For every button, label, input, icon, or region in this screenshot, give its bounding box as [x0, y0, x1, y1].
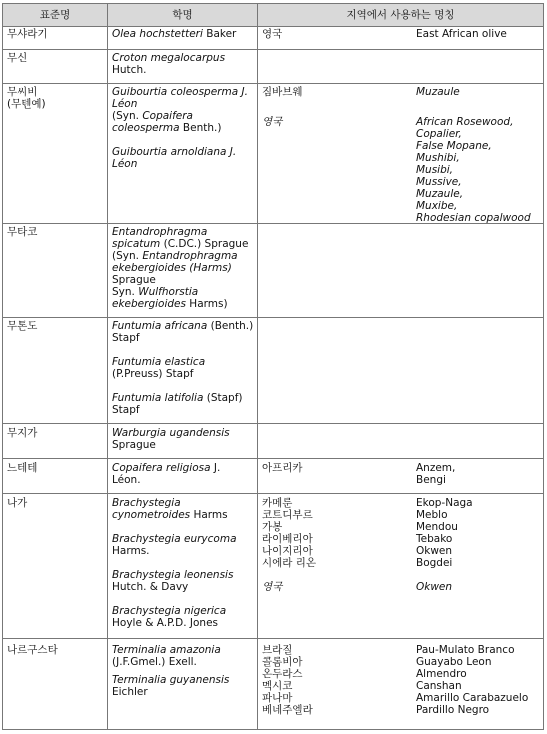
region: 아프리카: [262, 462, 303, 474]
header-local-names: 지역에서 사용하는 명칭: [346, 9, 455, 21]
scientific-name: Funtumia africana (Benth.) Stapf Funtumia elastica (P.Preuss) Stapf Funtumia latifolia (Stapf) Stapf: [112, 320, 254, 416]
local-names: Muzaule African Rosewood, Copalier, False Mopane, Mushibi, Musibi, Mussive, Muzaule, Muxibe, Rhodesian copalwood: [416, 86, 531, 224]
scientific-name: Terminalia amazonia (J.F.Gmel.) Exell. Terminalia guyanensis Eichler: [112, 644, 230, 698]
standard-name: 나가: [7, 497, 28, 509]
col-divider: [257, 4, 258, 729]
standard-name: 무신: [7, 52, 28, 64]
header-standard-name: 표준명: [39, 9, 71, 21]
species-table: [2, 3, 544, 730]
scientific-name: Brachystegia cynometroides Harms Brachystegia eurycoma Harms. Brachystegia leonensis Hutch. & Davy Brachystegia nigerica Hoyle & A.P.D. Jones: [112, 497, 237, 629]
row-divider: [3, 423, 543, 424]
row-divider: [3, 83, 543, 84]
scientific-name: Guibourtia coleosperma J. Léon (Syn. Copaifera coleosperma Benth.) Guibourtia arnoldiana J. Léon: [112, 86, 248, 170]
scientific-name: Entandrophragma spicatum (C.DC.) Sprague (Syn. Entandrophragma ekebergioides (Harms) Sprague Syn. Wulfhorstia ekebergioides Harms): [112, 226, 249, 310]
region: 브라질 콜롬비아 온두라스 멕시코 파나마 베네주엘라: [262, 644, 313, 716]
col-divider: [107, 4, 108, 729]
standard-name: 무샤라기: [7, 28, 48, 40]
local-names: Anzem, Bengi: [416, 462, 456, 486]
standard-name: 나르구스타: [7, 644, 58, 656]
standard-name: 무톤도: [7, 320, 38, 332]
scientific-name: Copaifera religiosa J. Léon.: [112, 462, 221, 486]
region: 짐바브웨 영국: [262, 86, 303, 128]
local-names: East African olive: [416, 28, 507, 40]
row-divider: [3, 49, 543, 50]
local-names: Ekop-Naga Meblo Mendou Tebako Okwen Bogdei Okwen: [416, 497, 473, 593]
row-divider: [3, 317, 543, 318]
standard-name: 무지가: [7, 427, 38, 439]
standard-name: 무타코: [7, 226, 38, 238]
table-header: [3, 4, 543, 27]
row-divider: [3, 458, 543, 459]
region: 카메룬 코트디부르 가봉 라이베리아 나이지리아 시에라 리온 영국: [262, 497, 317, 593]
header-scientific-name: 학명: [172, 9, 193, 21]
scientific-name: Olea hochstetteri Baker: [112, 28, 237, 40]
local-names: Pau-Mulato Branco Guayabo Leon Almendro Canshan Amarillo Carabazuelo Pardillo Negro: [416, 644, 529, 716]
region: 영국: [262, 28, 283, 40]
row-divider: [3, 638, 543, 639]
row-divider: [3, 493, 543, 494]
standard-name: 무씨비 (무텐예): [7, 86, 46, 110]
standard-name: 느테테: [7, 462, 38, 474]
scientific-name: Croton megalocarpus Hutch.: [112, 52, 226, 76]
scientific-name: Warburgia ugandensis Sprague: [112, 427, 230, 451]
